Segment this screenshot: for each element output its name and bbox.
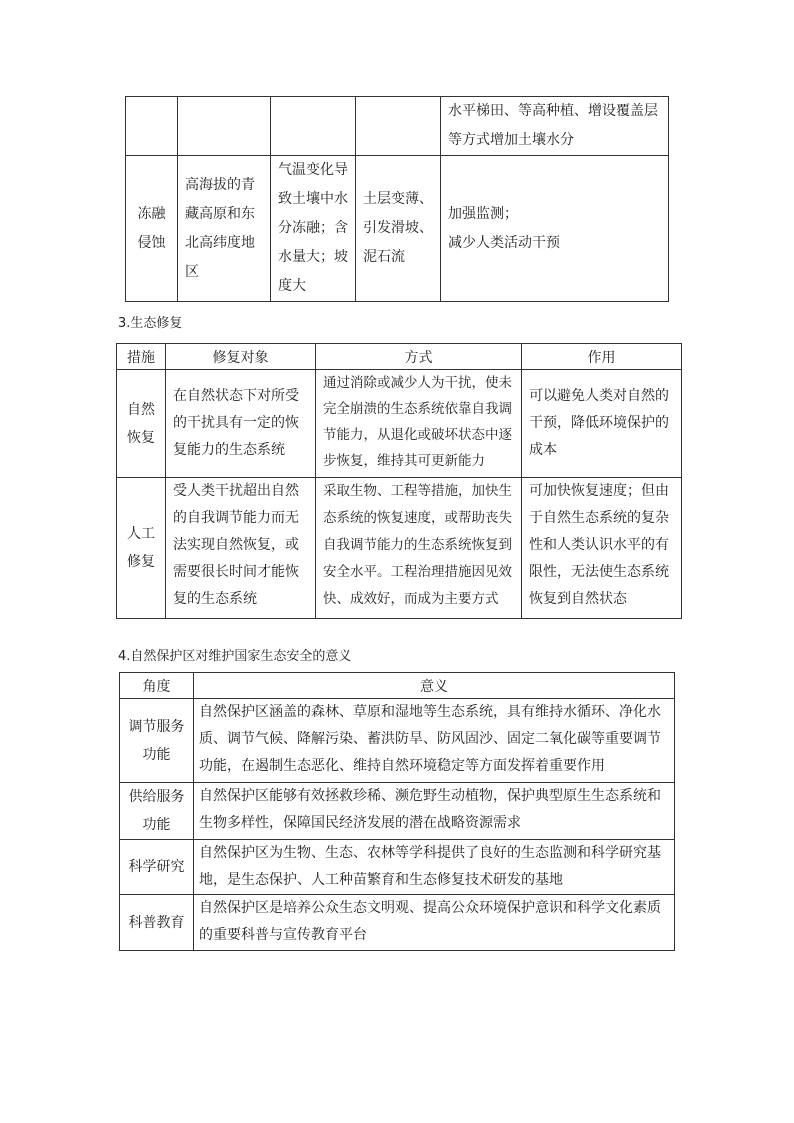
measures-cell: 水平梯田、等高种植、增设覆盖层等方式增加土壤水分	[441, 97, 669, 156]
column-header: 修复对象	[166, 344, 316, 370]
column-header: 意义	[194, 673, 675, 699]
angle-cell: 供给服务功能	[120, 783, 194, 840]
harm-cell: 土层变薄、引发滑坡、泥石流	[356, 156, 441, 302]
measure-cell: 自然恢复	[117, 370, 166, 478]
table-row	[120, 783, 675, 840]
table-cell	[126, 97, 178, 156]
column-header: 措施	[117, 344, 166, 370]
table-header-row	[117, 344, 682, 370]
table-cell	[356, 97, 441, 156]
meaning-cell: 自然保护区为生物、生态、农林等学科提供了良好的生态监测和科学研究基地，是生态保护、人工种苗繁育和生态修复技术研发的基地	[194, 840, 675, 895]
section-4-heading: 4.自然保护区对维护国家生态安全的意义	[118, 649, 352, 664]
object-cell: 在自然状态下对所受的干扰具有一定的恢复能力的生态系统	[166, 370, 316, 478]
method-cell: 通过消除或减少人为干扰，使未完全崩溃的生态系统依靠自我调节能力，从退化或破坏状态中逐步恢复，维持其可更新能力	[316, 370, 522, 478]
meaning-cell: 自然保护区能够有效拯救珍稀、濒危野生动植物，保护典型原生生态系统和生物多样性，保障国民经济发展的潜在战略资源需求	[194, 783, 675, 840]
table-row	[120, 895, 675, 951]
restoration-table	[116, 343, 682, 619]
angle-cell: 科普教育	[120, 895, 194, 951]
effect-cell: 可以避免人类对自然的干预，降低环境保护的成本	[522, 370, 682, 478]
measures-line: 加强监测；	[448, 205, 518, 222]
meaning-cell: 自然保护区涵盖的森林、草原和湿地等生态系统，具有维持水循环、净化水质、调节气候、降解污染、蓄洪防旱、防风固沙、固定二氧化碳等重要调节功能，在遏制生态恶化、维持自然环境稳定等方面发挥着重要作用	[194, 699, 675, 783]
column-header: 方式	[316, 344, 522, 370]
table-row	[117, 478, 682, 619]
object-cell: 受人类干扰超出自然的自我调节能力而无法实现自然恢复，或需要很长时间才能恢复的生态系统	[166, 478, 316, 619]
cause-cell: 气温变化导致土壤中水分冻融；含水量大；坡度大	[271, 156, 356, 302]
method-cell: 采取生物、工程等措施，加快生态系统的恢复速度，或帮助丧失自我调节能力的生态系统恢复到安全水平。工程治理措施因见效快、成效好，而成为主要方式	[316, 478, 522, 619]
measures-line: 减少人类活动干预	[448, 234, 560, 251]
effect-cell: 可加快恢复速度；但由于自然生态系统的复杂性和人类认识水平的有限性，无法使生态系统恢复到自然状态	[522, 478, 682, 619]
angle-cell: 调节服务功能	[120, 699, 194, 783]
table-cell	[271, 97, 356, 156]
measure-cell: 人工修复	[117, 478, 166, 619]
table-row	[126, 156, 669, 302]
table-row	[117, 370, 682, 478]
meaning-cell: 自然保护区是培养公众生态文明观、提高公众环境保护意识和科学文化素质的重要科普与宣传教育平台	[194, 895, 675, 951]
erosion-table	[125, 96, 669, 302]
erosion-type-cell: 冻融侵蚀	[126, 156, 178, 302]
measures-cell	[441, 156, 669, 302]
table-row	[126, 97, 669, 156]
table-cell	[178, 97, 271, 156]
column-header: 作用	[522, 344, 682, 370]
angle-cell: 科学研究	[120, 840, 194, 895]
reserve-significance-table	[119, 672, 675, 951]
table-header-row	[120, 673, 675, 699]
column-header: 角度	[120, 673, 194, 699]
section-3-heading: 3.生态修复	[118, 316, 183, 331]
table-row	[120, 699, 675, 783]
table-row	[120, 840, 675, 895]
region-cell: 高海拔的青藏高原和东北高纬度地区	[178, 156, 271, 302]
